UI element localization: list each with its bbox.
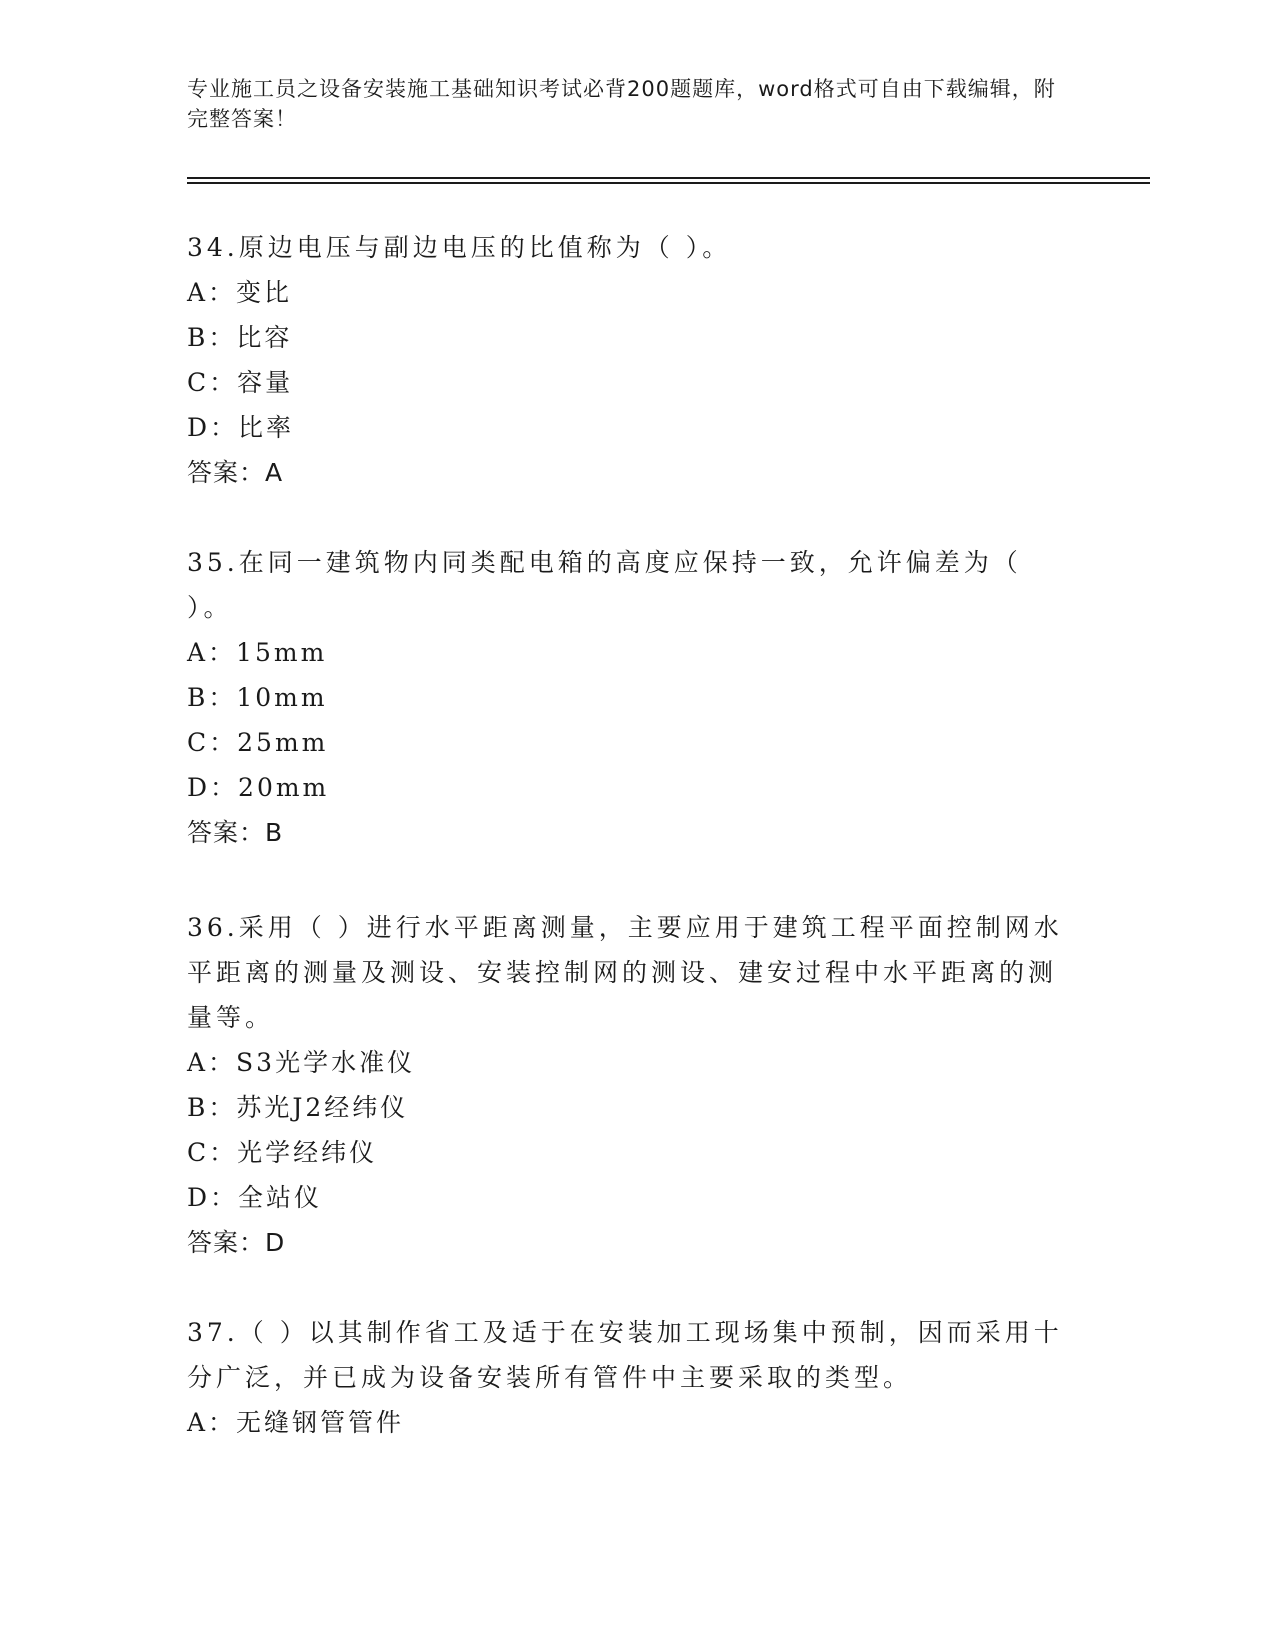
header-divider-top	[187, 177, 1150, 179]
option-d: D：比率	[187, 413, 295, 442]
document-header: 专业施工员之设备安装施工基础知识考试必背200题题库，word格式可自由下载编辑，附完整答案！	[187, 77, 1056, 131]
question-35	[187, 540, 1067, 855]
question-37	[187, 1310, 1067, 1445]
header-divider-bottom	[187, 182, 1150, 184]
option-b: B：苏光J2经纬仪	[187, 1093, 409, 1122]
question-34	[187, 225, 1067, 495]
option-a: A：无缝钢管管件	[187, 1408, 405, 1437]
question-stem: 37.（ ）以其制作省工及适于在安装加工现场集中预制，因而采用十分广泛，并已成为设备安装所有管件中主要采取的类型。	[187, 1318, 1063, 1392]
option-a: A：15mm	[187, 638, 328, 667]
question-stem: 35.在同一建筑物内同类配电箱的高度应保持一致，允许偏差为（ ）。	[187, 548, 1022, 622]
answer-line: 答案：A	[187, 458, 284, 487]
question-stem: 34.原边电压与副边电压的比值称为（ ）。	[187, 233, 732, 262]
option-b: B：比容	[187, 323, 293, 352]
option-c: C：容量	[187, 368, 294, 397]
question-stem: 36.采用（ ）进行水平距离测量，主要应用于建筑工程平面控制网水平距离的测量及测设、安装控制网的测设、建安过程中水平距离的测量等。	[187, 913, 1063, 1032]
option-c: C：25mm	[187, 728, 329, 757]
option-b: B：10mm	[187, 683, 328, 712]
answer-line: 答案：B	[187, 818, 284, 847]
answer-line: 答案：D	[187, 1228, 286, 1257]
option-a: A：S3光学水准仪	[187, 1048, 416, 1077]
option-d: D：全站仪	[187, 1183, 323, 1212]
option-a: A：变比	[187, 278, 293, 307]
option-c: C：光学经纬仪	[187, 1138, 378, 1167]
question-36	[187, 905, 1067, 1265]
option-d: D：20mm	[187, 773, 330, 802]
